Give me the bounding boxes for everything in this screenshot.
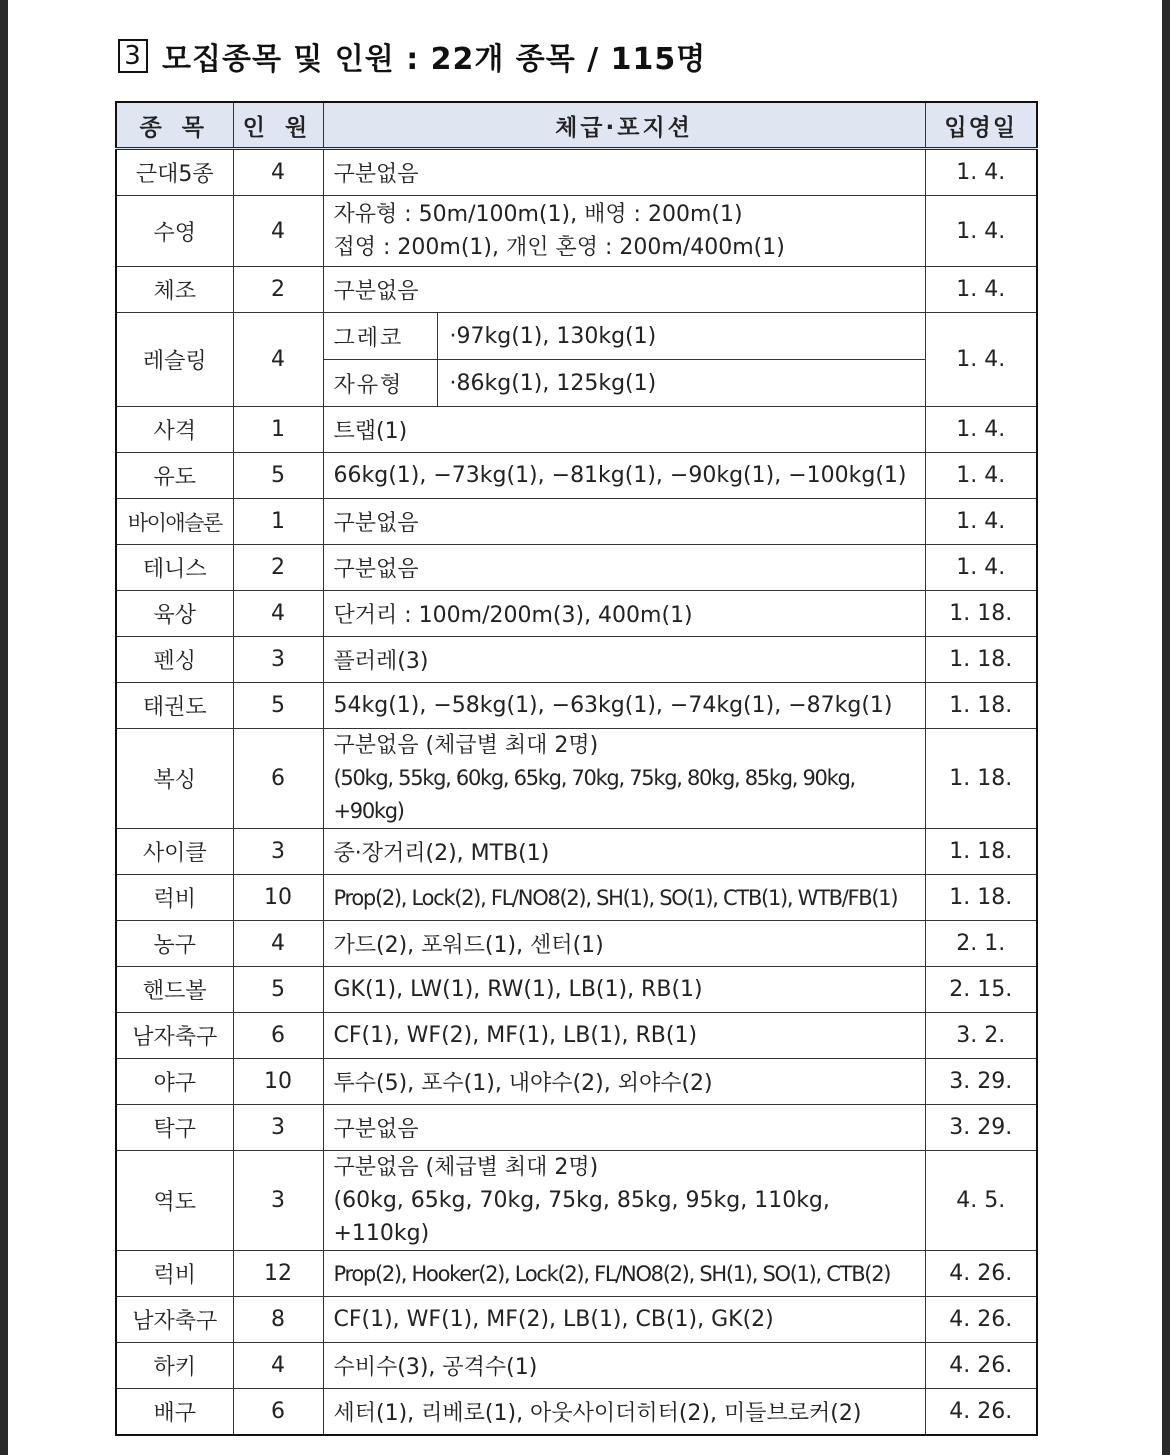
cell-count: 1 bbox=[233, 499, 323, 545]
header-sport: 종 목 bbox=[116, 102, 233, 149]
cell-sport: 체조 bbox=[116, 267, 233, 313]
detail-line: (60kg, 65kg, 70kg, 75kg, 85kg, 95kg, 110kg, +110kg) bbox=[333, 1188, 830, 1246]
table-row bbox=[116, 149, 1037, 196]
cell-date: 1. 18. bbox=[925, 683, 1037, 729]
cell-sport: 럭비 bbox=[116, 875, 233, 921]
cell-date: 1. 4. bbox=[925, 313, 1037, 407]
cell-detail: 구분없음 bbox=[323, 149, 925, 196]
table-row bbox=[116, 591, 1037, 637]
cell-date: 1. 4. bbox=[925, 149, 1037, 196]
cell-date: 3. 29. bbox=[925, 1059, 1037, 1105]
cell-date: 3. 29. bbox=[925, 1105, 1037, 1151]
section-heading bbox=[118, 34, 706, 78]
cell-detail: 구분없음 bbox=[323, 499, 925, 545]
cell-sport: 남자축구 bbox=[116, 1013, 233, 1059]
detail-line: 구분없음 (체급별 최대 2명) bbox=[333, 1155, 599, 1180]
cell-sport: 남자축구 bbox=[116, 1297, 233, 1343]
document-page bbox=[8, 0, 1162, 1455]
cell-date: 3. 2. bbox=[925, 1013, 1037, 1059]
cell-detail bbox=[323, 729, 925, 829]
cell-detail bbox=[323, 196, 925, 267]
cell-detail: 중·장거리(2), MTB(1) bbox=[323, 829, 925, 875]
cell-sport: 레슬링 bbox=[116, 313, 233, 407]
cell-date: 1. 4. bbox=[925, 499, 1037, 545]
cell-detail: CF(1), WF(1), MF(2), LB(1), CB(1), GK(2) bbox=[323, 1297, 925, 1343]
cell-date: 1. 18. bbox=[925, 875, 1037, 921]
cell-count: 5 bbox=[233, 453, 323, 499]
cell-sport: 사격 bbox=[116, 407, 233, 453]
cell-count: 4 bbox=[233, 921, 323, 967]
cell-date: 4. 26. bbox=[925, 1389, 1037, 1436]
cell-date: 2. 1. bbox=[925, 921, 1037, 967]
detail-line: 접영 : 200m(1), 개인 혼영 : 200m/400m(1) bbox=[333, 235, 785, 260]
cell-date: 1. 18. bbox=[925, 591, 1037, 637]
cell-sport: 농구 bbox=[116, 921, 233, 967]
detail-line: 구분없음 (체급별 최대 2명) bbox=[333, 733, 599, 758]
cell-classes: ·86kg(1), 125kg(1) bbox=[437, 360, 925, 407]
cell-date: 1. 4. bbox=[925, 545, 1037, 591]
cell-detail: 투수(5), 포수(1), 내야수(2), 외야수(2) bbox=[323, 1059, 925, 1105]
table-row bbox=[116, 267, 1037, 313]
cell-count: 3 bbox=[233, 1151, 323, 1251]
table-body bbox=[116, 149, 1037, 1436]
cell-date: 1. 4. bbox=[925, 453, 1037, 499]
section-title: 모집종목 및 인원 : 22개 종목 / 115명 bbox=[162, 42, 707, 77]
cell-date: 1. 18. bbox=[925, 829, 1037, 875]
cell-detail: 구분없음 bbox=[323, 1105, 925, 1151]
cell-count: 4 bbox=[233, 591, 323, 637]
cell-count: 10 bbox=[233, 875, 323, 921]
cell-count: 5 bbox=[233, 683, 323, 729]
cell-detail: 가드(2), 포워드(1), 센터(1) bbox=[323, 921, 925, 967]
table-header-row bbox=[116, 102, 1037, 149]
table-row bbox=[116, 875, 1037, 921]
cell-detail: 66kg(1), −73kg(1), −81kg(1), −90kg(1), −100kg(1) bbox=[323, 453, 925, 499]
cell-sport: 수영 bbox=[116, 196, 233, 267]
table-row bbox=[116, 1105, 1037, 1151]
cell-detail: 54kg(1), −58kg(1), −63kg(1), −74kg(1), −87kg(1) bbox=[323, 683, 925, 729]
table-row bbox=[116, 829, 1037, 875]
table-row bbox=[116, 1151, 1037, 1251]
weight-class-subtable bbox=[324, 313, 925, 406]
cell-sport: 사이클 bbox=[116, 829, 233, 875]
cell-count: 4 bbox=[233, 196, 323, 267]
cell-date: 1. 4. bbox=[925, 196, 1037, 267]
cell-date: 1. 18. bbox=[925, 637, 1037, 683]
table-row bbox=[116, 683, 1037, 729]
cell-sport: 탁구 bbox=[116, 1105, 233, 1151]
cell-count: 12 bbox=[233, 1251, 323, 1297]
cell-sport: 복싱 bbox=[116, 729, 233, 829]
table-row bbox=[116, 196, 1037, 267]
table-row bbox=[116, 729, 1037, 829]
table-row bbox=[116, 967, 1037, 1013]
cell-count: 2 bbox=[233, 267, 323, 313]
cell-sport: 태권도 bbox=[116, 683, 233, 729]
cell-detail bbox=[323, 313, 925, 407]
table-row bbox=[116, 1297, 1037, 1343]
table-row bbox=[116, 407, 1037, 453]
cell-count: 10 bbox=[233, 1059, 323, 1105]
table-row bbox=[116, 1251, 1037, 1297]
cell-count: 3 bbox=[233, 829, 323, 875]
cell-sport: 야구 bbox=[116, 1059, 233, 1105]
table-row bbox=[116, 1059, 1037, 1105]
cell-count: 5 bbox=[233, 967, 323, 1013]
detail-line: (50kg, 55kg, 60kg, 65kg, 70kg, 75kg, 80kg, 85kg, 90kg, +90kg) bbox=[333, 766, 855, 823]
cell-date: 4. 5. bbox=[925, 1151, 1037, 1251]
table-row bbox=[116, 313, 1037, 407]
cell-date: 1. 4. bbox=[925, 267, 1037, 313]
table-row bbox=[116, 453, 1037, 499]
cell-count: 1 bbox=[233, 407, 323, 453]
cell-date: 4. 26. bbox=[925, 1297, 1037, 1343]
cell-detail: Prop(2), Hooker(2), Lock(2), FL/NO8(2), SH(1), SO(1), CTB(2) bbox=[323, 1251, 925, 1297]
cell-style: 그레코 bbox=[324, 313, 438, 360]
cell-count: 6 bbox=[233, 729, 323, 829]
cell-sport: 펜싱 bbox=[116, 637, 233, 683]
table-row bbox=[116, 499, 1037, 545]
cell-sport: 근대5종 bbox=[116, 149, 233, 196]
cell-detail: 수비수(3), 공격수(1) bbox=[323, 1343, 925, 1389]
cell-date: 1. 4. bbox=[925, 407, 1037, 453]
detail-line: 자유형 : 50m/100m(1), 배영 : 200m(1) bbox=[333, 202, 743, 227]
cell-count: 2 bbox=[233, 545, 323, 591]
cell-count: 8 bbox=[233, 1297, 323, 1343]
table-row bbox=[116, 545, 1037, 591]
table-row bbox=[116, 637, 1037, 683]
recruitment-table bbox=[115, 101, 1038, 1436]
cell-date: 4. 26. bbox=[925, 1251, 1037, 1297]
table-row bbox=[116, 1343, 1037, 1389]
cell-count: 3 bbox=[233, 1105, 323, 1151]
section-number: 3 bbox=[118, 39, 148, 73]
cell-sport: 테니스 bbox=[116, 545, 233, 591]
table-row bbox=[116, 921, 1037, 967]
cell-sport: 럭비 bbox=[116, 1251, 233, 1297]
cell-detail: 세터(1), 리베로(1), 아웃사이더히터(2), 미들브로커(2) bbox=[323, 1389, 925, 1436]
cell-detail: CF(1), WF(2), MF(1), LB(1), RB(1) bbox=[323, 1013, 925, 1059]
subtable-row bbox=[324, 360, 925, 407]
table-row bbox=[116, 1013, 1037, 1059]
cell-sport: 바이애슬론 bbox=[116, 499, 233, 545]
cell-detail: Prop(2), Lock(2), FL/NO8(2), SH(1), SO(1), CTB(1), WTB/FB(1) bbox=[323, 875, 925, 921]
cell-detail bbox=[323, 1151, 925, 1251]
cell-sport: 배구 bbox=[116, 1389, 233, 1436]
subtable-row bbox=[324, 313, 925, 360]
cell-detail: 트랩(1) bbox=[323, 407, 925, 453]
cell-count: 3 bbox=[233, 637, 323, 683]
cell-count: 4 bbox=[233, 313, 323, 407]
cell-detail: 구분없음 bbox=[323, 267, 925, 313]
cell-detail: 플러레(3) bbox=[323, 637, 925, 683]
cell-detail: 구분없음 bbox=[323, 545, 925, 591]
cell-sport: 육상 bbox=[116, 591, 233, 637]
cell-sport: 유도 bbox=[116, 453, 233, 499]
header-date: 입영일 bbox=[925, 102, 1037, 149]
cell-count: 4 bbox=[233, 149, 323, 196]
cell-classes: ·97kg(1), 130kg(1) bbox=[449, 323, 657, 349]
cell-sport: 하키 bbox=[116, 1343, 233, 1389]
cell-count: 6 bbox=[233, 1013, 323, 1059]
header-count: 인 원 bbox=[233, 102, 323, 149]
table-row bbox=[116, 1389, 1037, 1436]
cell-sport: 핸드볼 bbox=[116, 967, 233, 1013]
header-detail: 체급·포지션 bbox=[323, 102, 925, 149]
cell-sport: 역도 bbox=[116, 1151, 233, 1251]
cell-count: 6 bbox=[233, 1389, 323, 1436]
cell-date: 4. 26. bbox=[925, 1343, 1037, 1389]
cell-detail: 단거리 : 100m/200m(3), 400m(1) bbox=[323, 591, 925, 637]
cell-detail: GK(1), LW(1), RW(1), LB(1), RB(1) bbox=[323, 967, 925, 1013]
cell-style: 자유형 bbox=[324, 360, 438, 407]
cell-date: 2. 15. bbox=[925, 967, 1037, 1013]
cell-date: 1. 18. bbox=[925, 729, 1037, 829]
cell-count: 4 bbox=[233, 1343, 323, 1389]
